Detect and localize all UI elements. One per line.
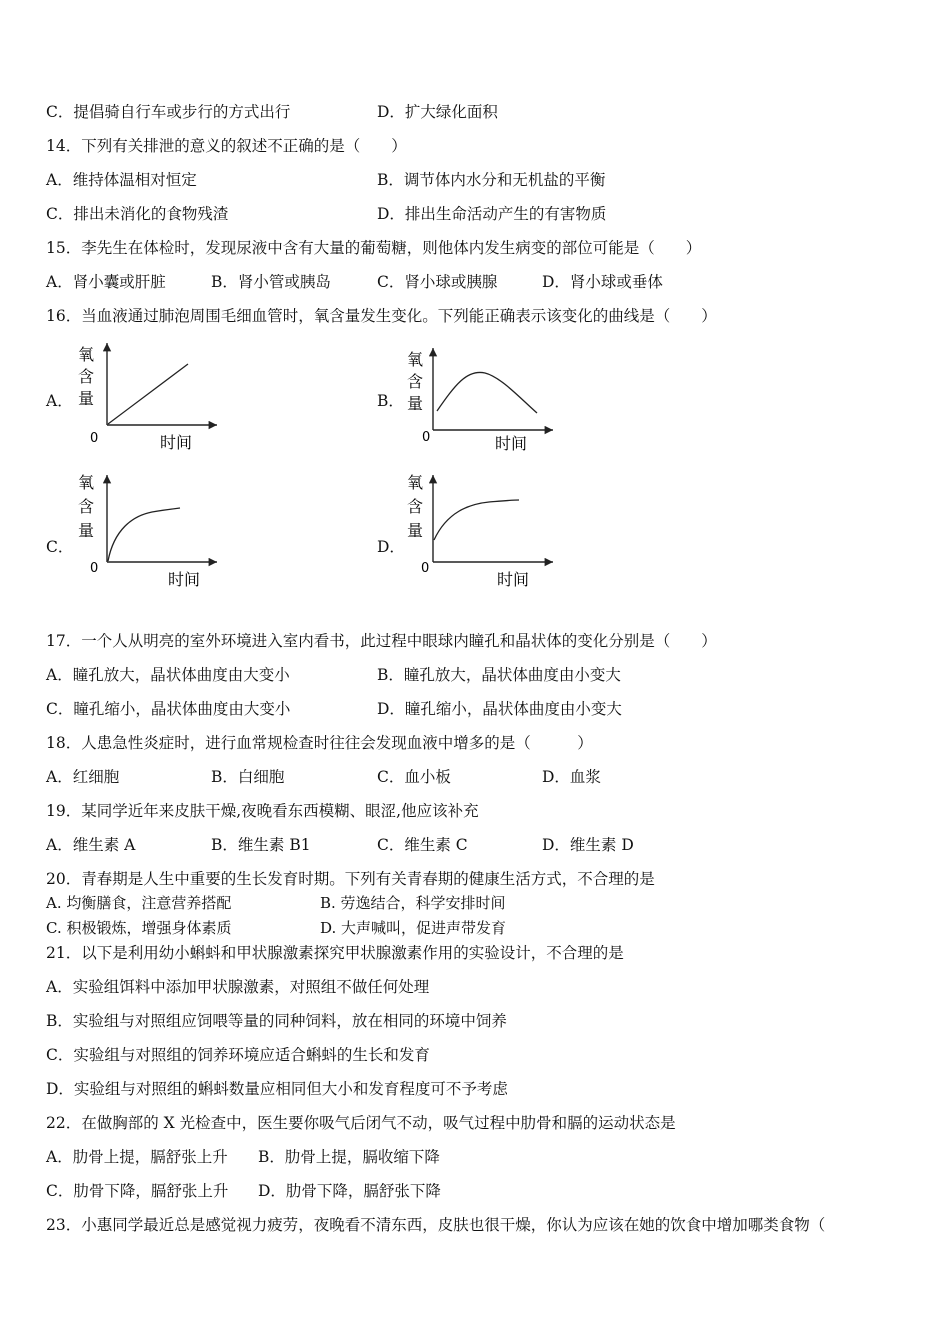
q19-option-a: A．维生素 A	[46, 836, 136, 854]
xlabel: 时间	[168, 570, 201, 589]
q15-option-c: C．肾小球或胰腺	[377, 273, 498, 291]
q15-option-d: D．肾小球或垂体	[542, 273, 663, 291]
q13-option-c: C．提倡骑自行车或步行的方式出行	[46, 103, 291, 121]
q14-option-d: D．排出生命活动产生的有害物质	[377, 205, 607, 223]
q20-option-c: C. 积极锻炼，增强身体素质	[46, 919, 232, 937]
q22-option-c: C．肋骨下降，膈舒张上升	[46, 1182, 229, 1200]
origin-label: 0	[422, 430, 431, 445]
q19-option-b: B．维生素 B1	[211, 836, 311, 854]
q13-option-d: D．扩大绿化面积	[377, 103, 498, 121]
q14-stem: 14．下列有关排泄的意义的叙述不正确的是（ ）	[46, 137, 407, 155]
q16-label-a: A．	[46, 392, 73, 410]
q20-option-b: B. 劳逸结合，科学安排时间	[320, 894, 506, 912]
curve-b	[437, 372, 537, 413]
ylabel-1: 氧	[78, 345, 95, 364]
q21-option-c: C．实验组与对照组的饲养环境应适合蝌蚪的生长和发育	[46, 1046, 430, 1064]
ylabel-2: 含	[78, 497, 95, 516]
q19-stem: 19．某同学近年来皮肤干燥,夜晚看东西模糊、眼涩,他应该补充	[46, 802, 479, 820]
q19-option-c: C．维生素 C	[377, 836, 468, 854]
q15-stem: 15．李先生在体检时，发现尿液中含有大量的葡萄糖，则他体内发生病变的部位可能是（ ）	[46, 239, 702, 257]
q23-stem: 23．小惠同学最近总是感觉视力疲劳，夜晚看不清东西，皮肤也很干燥，你认为应该在她的饮食中增加哪类食物（	[46, 1216, 826, 1234]
q14-option-c: C．排出未消化的食物残渣	[46, 205, 229, 223]
q18-stem: 18．人患急性炎症时，进行血常规检查时往往会发现血液中增多的是（ ）	[46, 734, 593, 752]
origin-label: 0	[90, 431, 99, 446]
q18-option-a: A．红细胞	[46, 768, 120, 786]
xlabel: 时间	[160, 433, 193, 452]
ylabel-1: 氧	[407, 473, 424, 492]
q15-option-a: A．肾小囊或肝脏	[46, 273, 166, 291]
graph-c	[72, 472, 232, 587]
ylabel-3: 量	[407, 394, 424, 413]
q20-option-d: D. 大声喊叫，促进声带发育	[320, 919, 507, 937]
q21-stem: 21．以下是利用幼小蝌蚪和甲状腺激素探究甲状腺激素作用的实验设计，不合理的是	[46, 944, 624, 962]
q16-label-c: C．	[46, 538, 74, 556]
q18-option-d: D．血浆	[542, 768, 601, 786]
q17-option-c: C．瞳孔缩小，晶状体曲度由大变小	[46, 700, 291, 718]
q16-label-b: B．	[377, 392, 404, 410]
curve-a	[108, 364, 188, 424]
q16-label-d: D．	[377, 538, 405, 556]
ylabel-2: 含	[78, 367, 95, 386]
q17-stem: 17．一个人从明亮的室外环境进入室内看书，此过程中眼球内瞳孔和晶状体的变化分别是（ ）	[46, 632, 717, 650]
graph-b	[403, 345, 563, 460]
graph-a	[72, 340, 232, 455]
q21-option-b: B．实验组与对照组应饲喂等量的同种饲料，放在相同的环境中饲养	[46, 1012, 507, 1030]
curve-c	[108, 508, 180, 561]
q21-option-d: D．实验组与对照组的蝌蚪数量应相同但大小和发育程度可不予考虑	[46, 1080, 508, 1098]
q16-stem: 16．当血液通过肺泡周围毛细血管时，氧含量发生变化。下列能正确表示该变化的曲线是（ ）	[46, 307, 717, 325]
ylabel-2: 含	[407, 497, 424, 516]
ylabel-2: 含	[407, 372, 424, 391]
ylabel-3: 量	[407, 521, 424, 540]
q17-option-d: D．瞳孔缩小，晶状体曲度由小变大	[377, 700, 622, 718]
q14-option-a: A．维持体温相对恒定	[46, 171, 197, 189]
q22-option-d: D．肋骨下降，膈舒张下降	[258, 1182, 441, 1200]
origin-label: 0	[90, 561, 99, 576]
curve-d	[434, 500, 519, 540]
q20-stem: 20．青春期是人生中重要的生长发育时期。下列有关青春期的健康生活方式，不合理的是	[46, 870, 655, 888]
q21-option-a: A．实验组饵料中添加甲状腺激素，对照组不做任何处理	[46, 978, 430, 996]
ylabel-3: 量	[78, 521, 95, 540]
ylabel-1: 氧	[407, 350, 424, 369]
q19-option-d: D．维生素 D	[542, 836, 634, 854]
xlabel: 时间	[497, 570, 530, 589]
q22-option-a: A．肋骨上提，膈舒张上升	[46, 1148, 228, 1166]
origin-label: 0	[421, 561, 430, 576]
q18-option-c: C．血小板	[377, 768, 451, 786]
q22-option-b: B．肋骨上提，膈收缩下降	[258, 1148, 440, 1166]
q14-option-b: B．调节体内水分和无机盐的平衡	[377, 171, 606, 189]
graph-d	[403, 472, 563, 587]
q20-option-a: A. 均衡膳食，注意营养搭配	[46, 894, 232, 912]
q17-option-b: B．瞳孔放大，晶状体曲度由小变大	[377, 666, 621, 684]
ylabel-3: 量	[78, 389, 95, 408]
q18-option-b: B．白细胞	[211, 768, 285, 786]
q22-stem: 22．在做胸部的 X 光检查中，医生要你吸气后闭气不动，吸气过程中肋骨和膈的运动状态是	[46, 1114, 676, 1132]
q15-option-b: B．肾小管或胰岛	[211, 273, 331, 291]
xlabel: 时间	[495, 434, 528, 453]
ylabel-1: 氧	[78, 473, 95, 492]
q17-option-a: A．瞳孔放大，晶状体曲度由大变小	[46, 666, 290, 684]
